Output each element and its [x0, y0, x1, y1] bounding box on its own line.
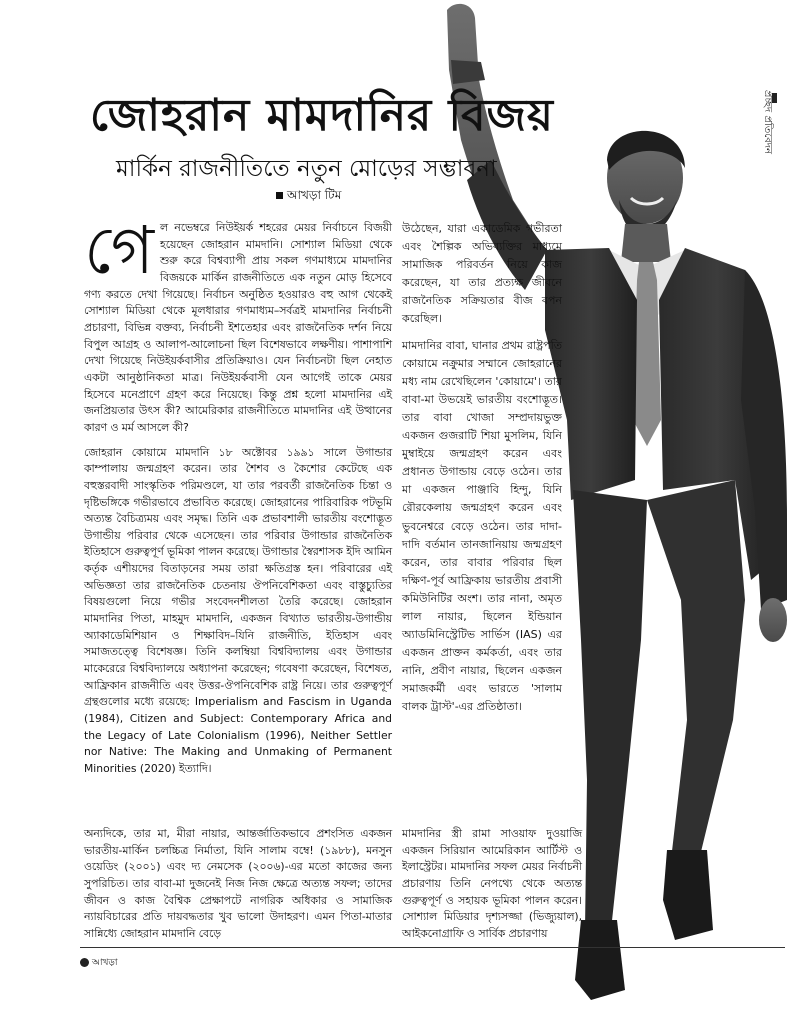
subheadline: মার্কিন রাজনীতিতে নতুন মোড়ের সম্ভাবনা: [116, 156, 497, 182]
byline: [276, 187, 341, 207]
right-column: [402, 220, 562, 725]
section-tag: প্রচ্ছদ প্রতিবেদন: [762, 90, 773, 154]
headline: জোহরান মামদানির বিজয়: [90, 90, 554, 141]
paragraph-mother: অন্যদিকে, তার মা, মীরা নায়ার, আন্তর্জাতিকভাবে প্রশংসিত একজন ভারতীয়-মার্কিন চলচ্চিত্র নির্মাতা, যিনি সালাম বম্বে! (১৯৮৮), মনসুন ওয়েডিং (২০০১) এবং দ্য নেমসেক (২০০৬)-এর মতো কাজের জন্য সুপরিচিত। তার বাবা-মা দুজনেই নিজ নিজ ক্ষেত্রে অত্যন্ত সফল; তাদের জীবন ও কাজ বৈশ্বিক প্রেক্ষাপটে নাগরিক অধিকার ও সামাজিক ন্যায়বিচারের প্রতি দায়বদ্ধতার খুব ভালো উদাহরণ। এমন পিতা-মাতার সান্নিধ্যে জোহরান মামদানি বেড়ে: [84, 827, 392, 940]
footer-rule: [80, 947, 785, 948]
byline-text: আখড়া টিম: [287, 188, 342, 202]
folio-text: আখড়া: [92, 958, 118, 968]
paragraph-heritage: মামদানির বাবা, ঘানার প্রথম রাষ্ট্রপতি কোয়ামে নক্রুমার সম্মানে জোহরানের মধ্য নাম রেখেছিলেন 'কোয়ামে'। তার বাবা-মা উভয়েই ভারতীয় বংশোদ্ভূত। তার বাবা খোজা সম্প্রদায়ভুক্ত একজন গুজরাটি শিয়া মুসলিম, যিনি মুম্বাইয়ে জন্মগ্রহণ করেন এবং প্রধানত উগান্ডায় বেড়ে ওঠেন। তার মা একজন পাঞ্জাবি হিন্দু, যিনি রৌরকেলায় জন্মগ্রহণ করেন এবং ভুবনেশ্বরে বেড়ে ওঠেন। তার দাদা-দাদি বর্তমান তানজানিয়ায় জন্মগ্রহণ করেন, তার বাবার পরিবার ছিল দক্ষিণ-পূর্ব আফ্রিকায় ভারতীয় প্রবাসী কমিউনিটির অংশ। তার নানা, অমৃত লাল নায়ার, ছিলেন ইন্ডিয়ান অ্যাডমিনিস্ট্রেটিভ সার্ভিস (IAS) এর একজন প্রাক্তন কর্মকর্তা, এবং তার নানি, প্রবীণ নায়ার, ছিলেন একজন সমাজকর্মী এবং ভারতে 'সালাম বালক ট্রাস্ট'-এর প্রতিষ্ঠাতা।: [402, 338, 562, 714]
left-column: [84, 212, 392, 786]
byline-square-icon: [276, 192, 283, 199]
folio: [80, 955, 117, 970]
dropcap: গে: [84, 212, 155, 289]
paragraph-spouse: মামদানির স্ত্রী রামা সাওয়াফ দুওয়াজি একজন সিরিয়ান আমেরিকান আর্টিস্ট ও ইলাস্ট্রেটর। মামদানির সফল মেয়র নির্বাচনী প্রচারণায় তিনি নেপথ্যে থেকে অত্যন্ত গুরুত্বপূর্ণ ও সহায়ক ভূমিকা পালন করেন। সোশ্যাল মিডিয়ার দৃশ্যসজ্জা (ভিজ্যুয়াল), আইকনোগ্রাফি ও সার্বিক প্রচারণায়: [402, 827, 582, 940]
folio-dot-icon: [80, 958, 89, 967]
paragraph-intro: [84, 212, 392, 437]
left-column-bottom: [84, 826, 392, 943]
paragraph-intro-text: ল নভেম্বরে নিউইয়র্ক শহরের মেয়র নির্বাচনে বিজয়ী হয়েছেন জোহরান মামদানি। সোশ্যাল মিডিয়া থেকে শুরু করে বিশ্বব্যাপী প্রায় সকল গণমাধ্যমে মামদানির বিজয়কে মার্কিন রাজনীতিতে এক নতুন মোড় হিসেবে গণ্য করতে দেখা গিয়েছে। নির্বাচন অনুষ্ঠিত হওয়ারও বহু আগ থেকেই সোশ্যাল মিডিয়া থেকে মূলধারার গণমাধ্যম–সর্বত্রই মামদানির নির্বাচনী প্রচারণা, বিভিন্ন বক্তব্য, নির্বাচনী ইশতেহার এবং রাজনৈতিক দর্শন নিয়ে বিপুল আগ্রহ ও আলাপ-আলোচনা ছিল বিশেষভাবে লক্ষণীয়। পাশাপাশি দেখা গিয়েছে নিউইয়র্কবাসীর প্রতিক্রিয়াও। যেন নির্বাচনটা ছিল নেহাত একটা আনুষ্ঠানিকতা মাত্র। নিউইয়র্কবাসী যেন আগেই তাকে মেয়র হিসেবে মনেপ্রাণে গ্রহণ করে নিয়েছে। কিন্তু প্রশ্ন হলো মামদানির এই জনপ্রিয়তার উৎস কী? আমেরিকার রাজনীতিতে মামদানির এই উত্থানের কারণ ও মর্ম আসলে কী?: [84, 221, 392, 434]
right-column-bottom: [402, 826, 582, 943]
paragraph-biography: জোহরান কোয়ামে মামদানি ১৮ অক্টোবর ১৯৯১ সালে উগান্ডার কাম্পালায় জন্মগ্রহণ করেন। তার শৈশব ও কৈশোর কেটেছে এক বহুস্তরবাদী সাংস্কৃতিক পরিমণ্ডলে, যা তার পরবর্তী রাজনৈতিক চিন্তা ও দৃষ্টিভঙ্গিকে গভীরভাবে প্রভাবিত করেছে। জোহরানের পারিবারিক পটভূমি অত্যন্ত বৈচিত্র্যময় এবং সমৃদ্ধ। তিনি এক প্রভাবশালী ভারতীয় বংশোদ্ভূত উগান্ডীয় পরিবার থেকে এসেছেন। তার পরিবার উগান্ডার রাজনৈতিক ইতিহাসে গুরুত্বপূর্ণ ভূমিকা পালন করেছে। উগান্ডার স্বৈরশাসক ইদি আমিন কর্তৃক এশীয়দের বিতাড়নের সময় তারা ক্ষতিগ্রস্ত হন। পরিবারের এই অভিজ্ঞতা তার রাজনৈতিক চেতনায় ঔপনিবেশিকতা এবং বাস্তুচ্যুতির বিষয়গুলো নিয়ে গভীর সংবেদনশীলতা তৈরি করেছে। জোহরান মামদানির পিতা, মাহমুদ মামদানি, একজন বিখ্যাত ভারতীয়-উগান্ডীয় অ্যাকাডেমিশিয়ান ও শিক্ষাবিদ–যিনি রাজনীতি, ইতিহাস এবং সমাজতত্ত্বে বিশেষজ্ঞ। তিনি কলম্বিয়া বিশ্ববিদ্যালয় এবং উগান্ডার মাকেরেরে বিশ্ববিদ্যালয়ে অধ্যাপনা করেছেন; গবেষণা করেছেন, বিশেষত, আফ্রিকান রাজনীতি এবং উত্তর-ঔপনিবেশিক রাষ্ট্র নিয়ে। তার গুরুত্বপূর্ণ গ্রন্থগুলোর মধ্যে রয়েছে: Imperialism and Fascism in Uganda (1984), Citizen and Subject: Contemporary Africa and the Legacy of Late Colonialism (1996), Neither Settler nor Native: The Making and Unmaking of Permanent Minorities (2020) ইত্যাদি।: [84, 445, 392, 775]
paragraph-upbringing: উঠেছেন, যারা একাডেমিক গভীরতা এবং শৈল্পিক অভিব্যক্তির মাধ্যমে সামাজিক পরিবর্তন নিয়ে কাজ করেছেন, যা তার প্রত্যক্ষ জীবনে রাজনৈতিক সক্রিয়তার বীজ বপন করেছিল।: [402, 222, 562, 326]
